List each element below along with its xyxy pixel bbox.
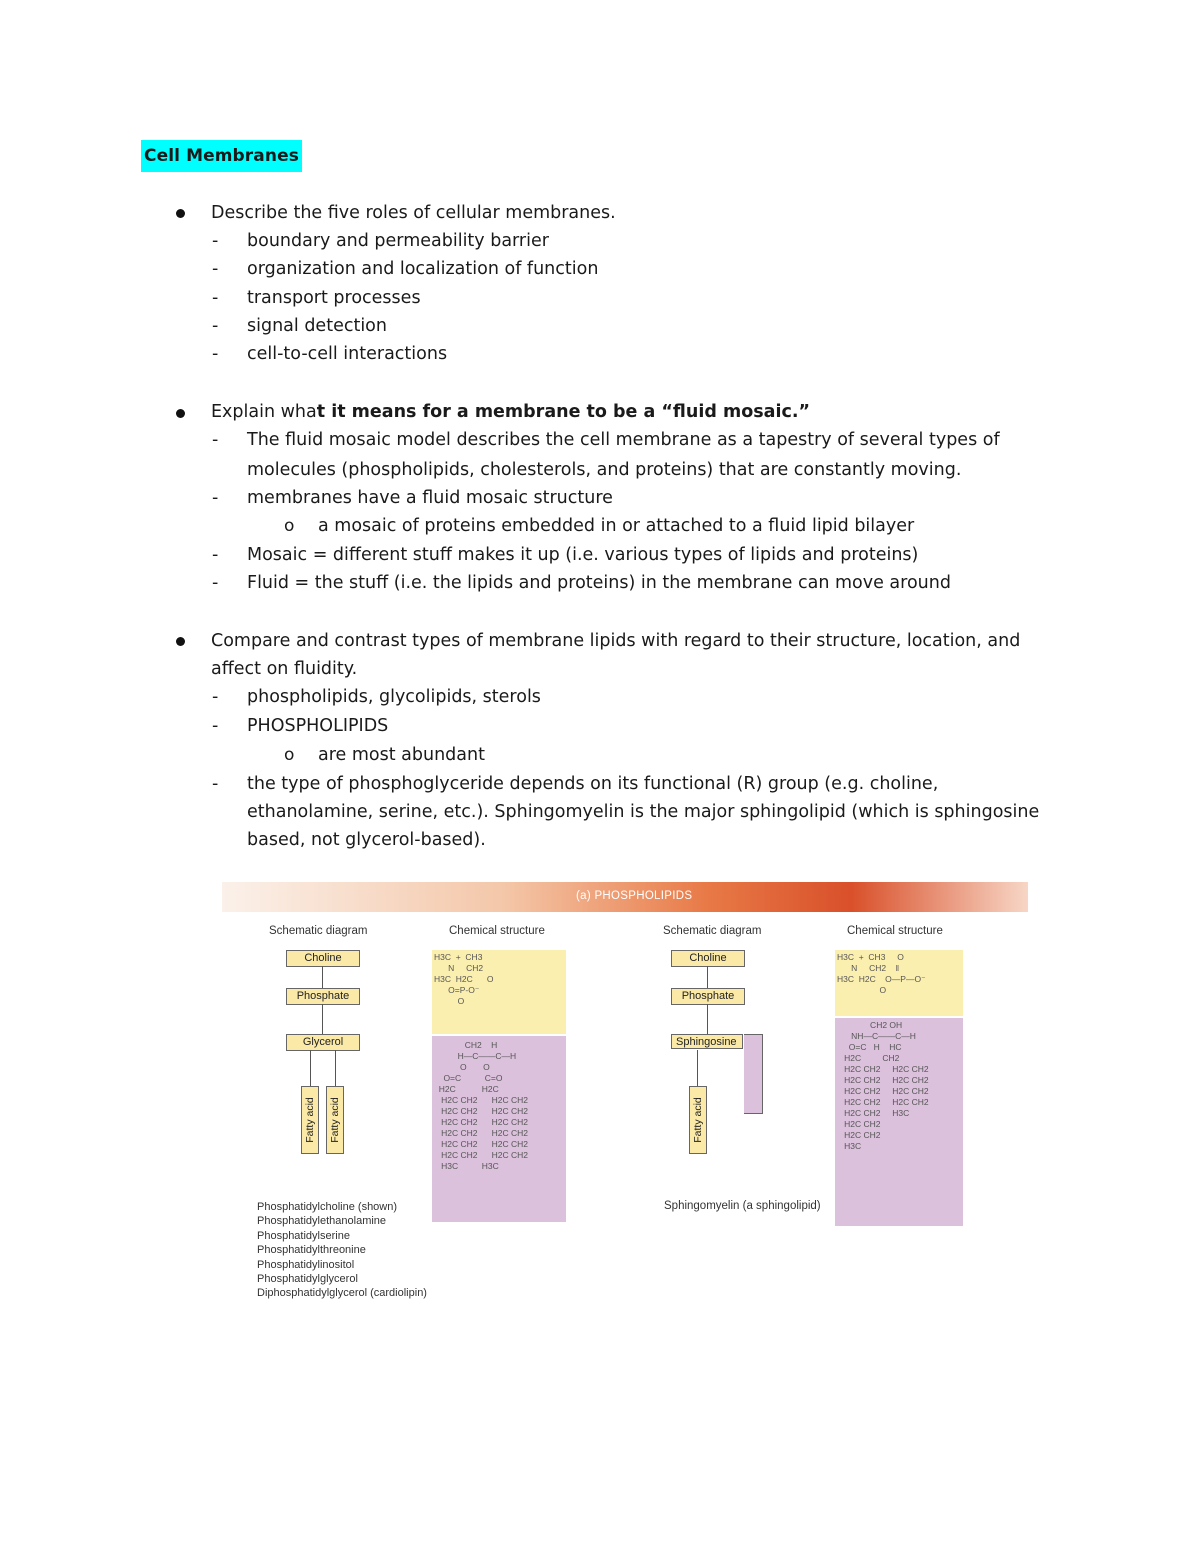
list-item: Phosphatidylinositol bbox=[257, 1258, 355, 1271]
dash-marker: - bbox=[212, 774, 219, 794]
bullet-dot bbox=[176, 409, 185, 418]
question-2-bold: t it means for a membrane to be a “fluid mosaic.” bbox=[316, 402, 810, 422]
connector-line bbox=[335, 1050, 336, 1086]
chem-structure-head: H3C + CH3 O N CH2 ‖ H3C H2C O—P—O⁻ O bbox=[837, 952, 926, 995]
answer-1-1: boundary and permeability barrier bbox=[247, 231, 549, 251]
answer-3-2-sub: are most abundant bbox=[318, 745, 485, 765]
connector-line bbox=[697, 1050, 698, 1086]
answer-1-3: transport processes bbox=[247, 288, 421, 308]
phosphate-box: Phosphate bbox=[671, 988, 745, 1005]
sphingomyelin-caption: Sphingomyelin (a sphingolipid) bbox=[664, 1200, 821, 1212]
answer-3-3: the type of phosphoglyceride depends on its functional (R) group (e.g. choline, bbox=[247, 774, 939, 794]
list-item: Phosphatidylserine bbox=[257, 1229, 350, 1242]
answer-2-2-sub: a mosaic of proteins embedded in or attached to a fluid lipid bilayer bbox=[318, 516, 915, 536]
choline-box: Choline bbox=[671, 950, 745, 967]
question-3: Compare and contrast types of membrane lipids with regard to their structure, location, and bbox=[211, 631, 1021, 651]
question-2 bbox=[211, 398, 810, 426]
chemical-label: Chemical structure bbox=[847, 925, 943, 937]
fatty-acid-tail bbox=[301, 1086, 319, 1154]
answer-2-1: The fluid mosaic model describes the cell membrane as a tapestry of several types of bbox=[247, 430, 1000, 450]
sub-bullet-marker: o bbox=[284, 516, 295, 536]
fatty-acid-label: Fatty acid bbox=[329, 1097, 341, 1143]
connector-line bbox=[310, 1050, 311, 1086]
chem-structure-tail: CH2 H H—C——C—H O O O=C C=O H2C H2C H2C CH2 H2C CH2 H2C CH2 H2C CH2 H2C CH2 H2C CH2 H2C CH2 H2C CH2 H2C CH2 H2C CH2 H2C CH2 H2C CH2 H3C H3C bbox=[438, 1040, 528, 1171]
choline-box: Choline bbox=[286, 950, 360, 967]
list-item: Phosphatidylthreonine bbox=[257, 1244, 366, 1257]
phosphate-box: Phosphate bbox=[286, 988, 360, 1005]
chem-structure-tail: CH2 OH NH—C——C—H O=C H HC H2C CH2 H2C CH2 H2C CH2 H2C CH2 H2C CH2 H2C CH2 H2C CH2 H2C CH2 H2C CH2 H2C CH2 H3C H2C CH2 H2C CH2 H3C bbox=[844, 1020, 929, 1151]
phospholipids-figure bbox=[222, 880, 1028, 1310]
question-3-cont: affect on fluidity. bbox=[211, 659, 358, 679]
list-item: Diphosphatidylglycerol (cardiolipin) bbox=[257, 1287, 427, 1300]
answer-3-3-cont: ethanolamine, serine, etc.). Sphingomyelin is the major sphingolipid (which is sphingosine bbox=[247, 802, 1040, 822]
connector-line bbox=[707, 966, 708, 988]
chem-structure-head: H3C + CH3 N CH2 H3C H2C O O=P-O⁻ O bbox=[434, 952, 494, 1006]
dash-marker: - bbox=[212, 344, 219, 364]
dash-marker: - bbox=[212, 488, 219, 508]
dash-marker: - bbox=[212, 231, 219, 251]
connector-line bbox=[322, 966, 323, 988]
answer-2-2: membranes have a fluid mosaic structure bbox=[247, 488, 613, 508]
schematic-label: Schematic diagram bbox=[269, 925, 368, 937]
question-2-plain: Explain wha bbox=[211, 402, 317, 422]
connector-line bbox=[322, 1004, 323, 1034]
list-item: Phosphatidylglycerol bbox=[257, 1273, 358, 1286]
dash-marker: - bbox=[212, 430, 219, 450]
answer-2-1-cont: molecules (phospholipids, cholesterols, and proteins) that are constantly moving. bbox=[247, 460, 962, 480]
schematic-label: Schematic diagram bbox=[663, 925, 762, 937]
chemical-label: Chemical structure bbox=[449, 925, 545, 937]
dash-marker: - bbox=[212, 687, 219, 707]
sphingosine-tail bbox=[744, 1034, 763, 1114]
sphingosine-box: Sphingosine bbox=[671, 1034, 743, 1049]
answer-1-2: organization and localization of function bbox=[247, 259, 599, 279]
sub-bullet-marker: o bbox=[284, 745, 295, 765]
bullet-dot bbox=[176, 209, 185, 218]
dash-marker: - bbox=[212, 573, 219, 593]
phospholipid-list bbox=[257, 1200, 427, 1301]
answer-3-3-cont2: based, not glycerol-based). bbox=[247, 830, 486, 850]
fatty-acid-label: Fatty acid bbox=[692, 1097, 704, 1143]
figure-banner-label: (a) PHOSPHOLIPIDS bbox=[576, 890, 693, 902]
answer-1-4: signal detection bbox=[247, 316, 387, 336]
dash-marker: - bbox=[212, 288, 219, 308]
dash-marker: - bbox=[212, 716, 219, 736]
dash-marker: - bbox=[212, 259, 219, 279]
connector-line bbox=[707, 1004, 708, 1034]
fatty-acid-label: Fatty acid bbox=[304, 1097, 316, 1143]
question-1: Describe the five roles of cellular membranes. bbox=[211, 203, 616, 223]
fatty-acid-tail bbox=[689, 1086, 707, 1154]
list-item: Phosphatidylcholine (shown) bbox=[257, 1201, 398, 1213]
glycerol-box: Glycerol bbox=[286, 1034, 360, 1051]
page-title: Cell Membranes bbox=[141, 140, 302, 172]
answer-2-4: Fluid = the stuff (i.e. the lipids and proteins) in the membrane can move around bbox=[247, 573, 951, 593]
dash-marker: - bbox=[212, 545, 219, 565]
answer-2-3: Mosaic = different stuff makes it up (i.e. various types of lipids and proteins) bbox=[247, 545, 919, 565]
dash-marker: - bbox=[212, 316, 219, 336]
answer-3-2: PHOSPHOLIPIDS bbox=[247, 716, 389, 736]
answer-1-5: cell-to-cell interactions bbox=[247, 344, 448, 364]
bullet-dot bbox=[176, 637, 185, 646]
answer-3-1: phospholipids, glycolipids, sterols bbox=[247, 687, 541, 707]
list-item: Phosphatidylethanolamine bbox=[257, 1215, 387, 1228]
fatty-acid-tail bbox=[326, 1086, 344, 1154]
